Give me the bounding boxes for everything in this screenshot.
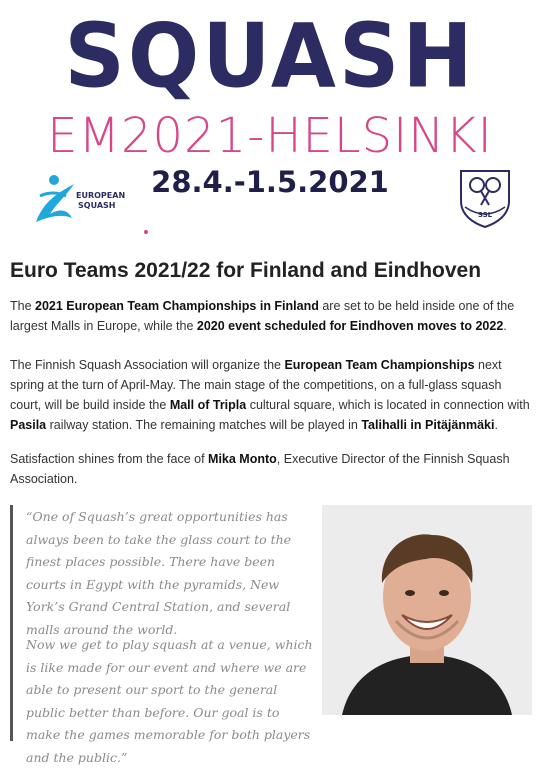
bold-text: European Team Championships: [284, 358, 475, 372]
text-run: cultural square, which is located in connection with: [246, 398, 530, 412]
text-run: The: [10, 299, 36, 313]
paragraph-3: [10, 449, 532, 489]
banner-dates: 28.4.-1.5.2021: [151, 165, 389, 199]
logo-text-ssl: SSL: [477, 211, 493, 219]
text-run: Satisfaction shines from the face of: [10, 452, 209, 466]
text-run: .: [494, 418, 498, 432]
bold-text: Mika Monto: [208, 452, 277, 466]
bold-text: Mall of Tripla: [169, 398, 247, 412]
article-headline: Euro Teams 2021/22 for Finland and Eindhoven: [10, 259, 482, 282]
logo-text-squash: SQUASH: [78, 201, 116, 210]
portrait-photo: [322, 505, 532, 715]
text-run: The Finnish Squash Association will organize the: [10, 358, 285, 372]
paragraph-2: [10, 355, 532, 435]
european-squash-logo: [30, 170, 140, 230]
event-banner: [0, 0, 540, 240]
quote-paragraph-1: “One of Squash’s great opportunities has always been to take the glass court to the finest places possible. There have been courts in Egypt with the pyramids, New York’s Grand Central Station, and several malls around the world.: [26, 509, 292, 637]
banner-event-name: EM2021-HELSINKI: [47, 108, 493, 164]
quote-border: [10, 505, 13, 741]
quote-paragraph-2: Now we get to play squash at a venue, which is like made for our event and where we are able to present our sport to the general public better than before. Our goal is to make the games memorable for both players and the public.”: [26, 637, 313, 765]
text-run: are set to be held inside one of the largest Malls in Europe, while the: [10, 299, 515, 333]
text-run: .: [503, 319, 507, 333]
logo-text-european: EUROPEAN: [76, 191, 126, 200]
text-run: , Executive Director of the Finnish Squash Association.: [10, 452, 510, 486]
banner-title: SQUASH: [64, 4, 476, 108]
ssl-crest-logo: [455, 165, 515, 231]
text-run: next spring at the turn of April-May. The main stage of the competitions, on a full-glass squash court, will be build inside the: [10, 358, 502, 412]
bold-text: 2020 event scheduled for Eindhoven moves to 2022: [196, 319, 504, 333]
paragraph-1: [10, 296, 532, 336]
text-run: railway station. The remaining matches will be played in: [46, 418, 362, 432]
decorative-dot: [144, 230, 148, 234]
bold-text: Pasila: [10, 418, 47, 432]
bold-text: 2021 European Team Championships in Finland: [35, 299, 319, 313]
bold-text: Talihalli in Pitäjänmäki: [361, 418, 495, 432]
